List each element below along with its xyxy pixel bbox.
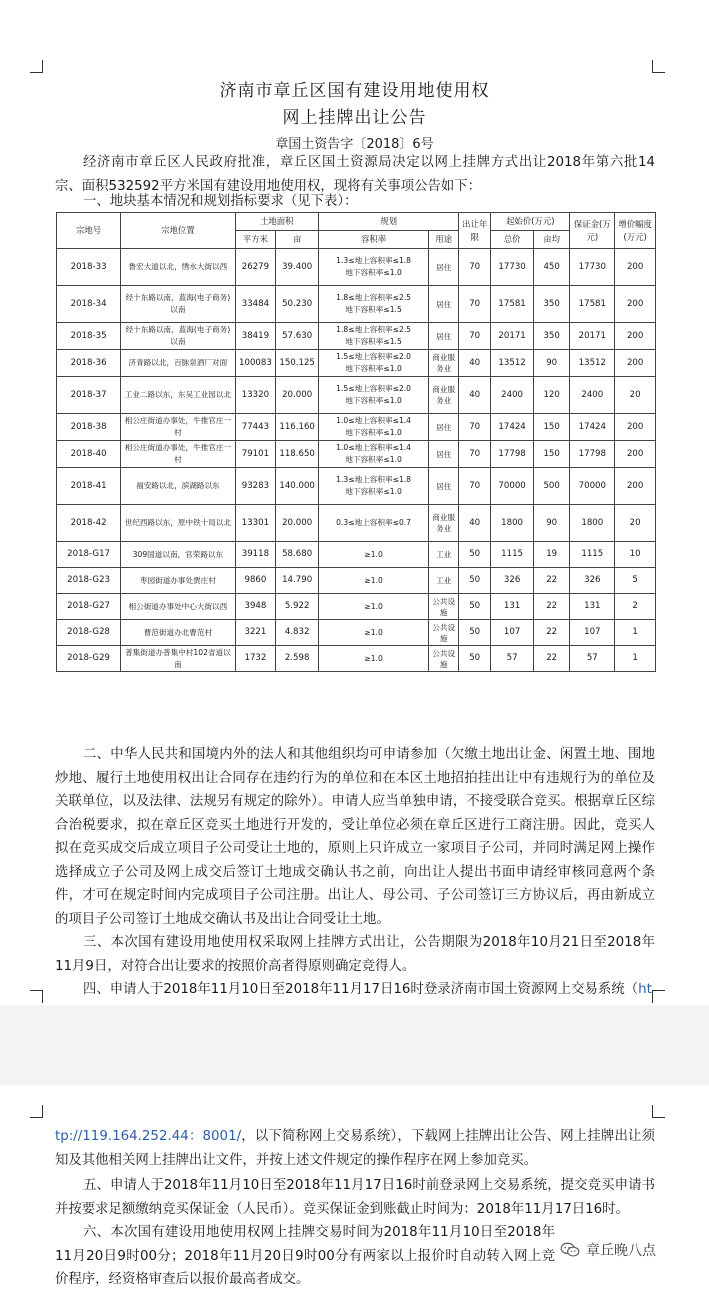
parcel-price-per-mu: 22 [533,568,569,594]
parcel-far [319,286,429,323]
parcel-deposit: 17730 [570,249,615,286]
parcel-area-sqm: 79101 [235,441,276,468]
parcel-area-mu: 150.125 [276,350,319,377]
parcel-code: 2018-G29 [57,646,121,672]
far-line: 地下容积率≤1.0 [345,428,402,437]
parcel-total-price: 70000 [491,468,534,505]
section5-paragraph: 五、申请人于2018年11月10日至2018年11月17日16时前登录网上交易系统，提交竞买申请书并按要求足额缴纳竞买保证金（人民币）。竞买保证金到账截止时间为：2018年11月17日16时。 [55,1178,655,1217]
parcel-area-mu: 14.790 [276,568,319,594]
parcel-location: 曹范街道办北曹范村 [121,620,235,646]
parcel-use: 居住 [429,286,459,323]
far-line: 地下容积率≤1.0 [345,364,402,373]
parcel-price-per-mu: 90 [533,350,569,377]
table-row [57,505,656,542]
parcel-total-price: 1800 [491,505,534,542]
parcel-area-sqm: 77443 [235,414,276,441]
parcel-total-price: 17798 [491,441,534,468]
crop-mark [30,60,43,73]
parcel-deposit: 17424 [570,414,615,441]
section2-paragraph: 二、中华人民共和国境内外的法人和其他组织均可申请参加（欠缴土地出让金、闲置土地、围地炒地、履行土地使用权出让合同存在违约行为的单位和在本区土地招拍挂出让中有违规行为的单位及关联单位，以及法律、法规另有规定的除外）。申请人应当单独申请，不接受联合竞买。根据章丘区综合治税要求，拟在章丘区竞买土地进行开发的，受让单位必须在章丘区进行工商注册。因此，竞买人拟在竞买成交后成立项目子公司受让土地的，原则上只许成立一家项目子公司，并同时满足网上操作选择成立子公司及网上成交后签订土地成交确认书之前，向出让人提出书面申请经审核同意两个条件，才可在规定时间内完成项目子公司注册。出让人、母公司、子公司签订三方协议后，再由新成立的项目子公司签订土地成交确认书及出让合同受让土地。 [55,747,655,927]
header-start-price: 起始价(万元) [491,213,570,231]
parcel-deposit: 70000 [570,468,615,505]
parcel-far [319,441,429,468]
parcel-use: 居住 [429,323,459,350]
table-row [57,594,656,620]
parcel-price-per-mu: 350 [533,286,569,323]
parcel-location: 世纪西路以东，原中铁十局以北 [121,505,235,542]
parcel-deposit: 1115 [570,542,615,568]
page-gap [0,1005,709,1085]
parcel-area-mu: 50.230 [276,286,319,323]
far-line: 1.5≤地上容积率≤2.0 [336,352,412,361]
parcel-term: 50 [459,594,491,620]
table-row [57,441,656,468]
parcel-location: 工业二路以东，东吴工业园以北 [121,377,235,414]
parcel-deposit: 326 [570,568,615,594]
parcel-area-mu: 39.400 [276,249,319,286]
section6-paragraph: 六、本次国有建设用地使用权网上挂牌交易时间为2018年11月10日至2018年11月20日9时00分；2018年11月20日9时00分有两家以上报价时自动转入网上竞价程序，经资格审查后以报价最高者成交。 [55,1225,555,1287]
parcel-area-mu: 118.650 [276,441,319,468]
parcel-increment: 20 [615,505,656,542]
parcel-price-per-mu: 450 [533,249,569,286]
parcel-price-per-mu: 500 [533,468,569,505]
parcel-use: 居住 [429,468,459,505]
parcel-term: 70 [459,414,491,441]
far-line: 地下容积率≤1.5 [345,305,402,314]
parcel-deposit: 107 [570,620,615,646]
parcel-deposit: 17581 [570,286,615,323]
parcel-far [319,468,429,505]
far-line: ≥1.0 [364,627,383,637]
parcel-area-mu: 2.598 [276,646,319,672]
parcel-total-price: 1115 [491,542,534,568]
far-line: ≥1.0 [364,653,383,663]
parcel-increment: 200 [615,286,656,323]
parcel-location: 相公庄街道办事处，牛推官庄一村 [121,414,235,441]
parcel-use: 商业服务业 [429,377,459,414]
parcel-use: 商业服务业 [429,505,459,542]
parcel-far [319,542,429,568]
header-use: 用途 [429,231,459,249]
parcel-location: 福安路以北，滨湖路以东 [121,468,235,505]
parcel-area-sqm: 93283 [235,468,276,505]
crop-mark [30,990,43,1003]
parcel-use: 工业 [429,568,459,594]
parcel-increment: 200 [615,468,656,505]
far-line: 地下容积率≤1.0 [345,455,402,464]
parcel-price-per-mu: 90 [533,505,569,542]
far-line: 地下容积率≤1.0 [345,396,402,405]
far-line: ≥1.0 [364,575,383,585]
parcel-price-per-mu: 22 [533,620,569,646]
parcel-term: 70 [459,441,491,468]
account-name: 章丘晚八点 [586,1243,656,1259]
header-land-area: 土地面积 [235,213,318,231]
far-line: 地下容积率≤1.0 [345,268,402,277]
parcel-deposit: 17798 [570,441,615,468]
parcel-increment: 2 [615,594,656,620]
parcel-location: 相公庄街道办事处，牛推官庄一村 [121,441,235,468]
parcel-area-sqm: 3221 [235,620,276,646]
section1-heading: 一、地块基本情况和规划指标要求（见下表）： [83,194,358,209]
table-row [57,542,656,568]
header-parcel-no: 宗地号 [57,213,121,249]
parcel-code: 2018-37 [57,377,121,414]
parcel-total-price: 326 [491,568,534,594]
parcel-area-sqm: 100083 [235,350,276,377]
parcel-term: 40 [459,505,491,542]
parcel-area-sqm: 13301 [235,505,276,542]
far-line: 地下容积率≤1.5 [345,337,402,346]
parcel-deposit: 20171 [570,323,615,350]
parcel-increment: 10 [615,542,656,568]
parcel-total-price: 17730 [491,249,534,286]
header-deposit: 保证金(万元) [570,213,615,249]
parcel-term: 50 [459,542,491,568]
table-row [57,568,656,594]
parcel-far [319,323,429,350]
far-line: 0.3≤地上容积率≤0.7 [336,518,412,527]
parcel-price-per-mu: 22 [533,646,569,672]
parcel-price-per-mu: 150 [533,441,569,468]
section4-continued-text: ，以下简称网上交易系统），下载网上挂牌出让公告、网上挂牌出让须知及其他相关网上挂牌出让文件，并按上述文件规定的操作程序在网上参加竞买。 [55,1129,655,1168]
parcel-area-sqm: 9860 [235,568,276,594]
table-row [57,286,656,323]
land-parcel-table [56,212,656,672]
parcel-term: 70 [459,468,491,505]
crop-mark [652,60,665,73]
parcel-location: 枣园街道办事处贾庄村 [121,568,235,594]
parcel-use: 公共设施 [429,646,459,672]
table-row [57,414,656,441]
header-location: 宗地位置 [121,213,235,249]
parcel-area-mu: 57.630 [276,323,319,350]
parcel-area-sqm: 13320 [235,377,276,414]
parcel-deposit: 1800 [570,505,615,542]
parcel-increment: 200 [615,414,656,441]
parcel-code: 2018-38 [57,414,121,441]
parcel-increment: 200 [615,441,656,468]
parcel-code: 2018-33 [57,249,121,286]
parcel-price-per-mu: 120 [533,377,569,414]
parcel-total-price: 2400 [491,377,534,414]
crop-mark [30,1105,43,1118]
parcel-area-sqm: 3948 [235,594,276,620]
parcel-far [319,350,429,377]
parcel-total-price: 107 [491,620,534,646]
header-planning: 规划 [319,213,459,231]
parcel-use: 居住 [429,414,459,441]
far-line: ≥1.0 [364,549,383,559]
parcel-code: 2018-G27 [57,594,121,620]
parcel-increment: 200 [615,323,656,350]
parcel-term: 50 [459,568,491,594]
far-line: 1.3≤地上容积率≤1.8 [336,256,412,265]
trading-system-url-link[interactable]: tp://119.164.252.44：8001/ [55,1129,242,1144]
parcel-use: 商业服务业 [429,350,459,377]
parcel-increment: 200 [615,350,656,377]
parcel-code: 2018-41 [57,468,121,505]
parcel-far [319,620,429,646]
parcel-total-price: 17581 [491,286,534,323]
parcel-area-mu: 58.680 [276,542,319,568]
intro-paragraph: 经济南市章丘区人民政府批准，章丘区国土资源局决定以网上挂牌方式出让2018年第六批14宗、面积532592平方米国有建设用地使用权，现将有关事项公告如下： [55,155,655,194]
parcel-use: 居住 [429,441,459,468]
parcel-increment: 200 [615,249,656,286]
parcel-total-price: 13512 [491,350,534,377]
table-row [57,620,656,646]
header-mu: 亩 [276,231,319,249]
parcel-far [319,505,429,542]
parcel-price-per-mu: 19 [533,542,569,568]
parcel-deposit: 131 [570,594,615,620]
parcel-term: 50 [459,620,491,646]
far-line: 1.8≤地上容积率≤2.5 [336,325,412,334]
far-line: 1.0≤地上容积率≤1.4 [336,443,412,452]
parcel-code: 2018-G17 [57,542,121,568]
page-title-line2: 网上挂牌出让公告 [282,108,427,128]
far-line: 地下容积率≤1.0 [345,487,402,496]
header-increment: 增价幅度(万元) [615,213,656,249]
parcel-location: 济青路以北，百脉泉酒厂对面 [121,350,235,377]
table-row [57,468,656,505]
far-line: 1.0≤地上容积率≤1.4 [336,416,412,425]
header-total: 总价 [491,231,534,249]
parcel-area-sqm: 1732 [235,646,276,672]
parcel-code: 2018-36 [57,350,121,377]
parcel-term: 50 [459,646,491,672]
parcel-total-price: 20171 [491,323,534,350]
parcel-area-mu: 4.832 [276,620,319,646]
header-sqm: 平方米 [235,231,276,249]
parcel-use: 工业 [429,542,459,568]
table-row [57,646,656,672]
section4-continued [55,1125,655,1172]
parcel-area-mu: 20.000 [276,505,319,542]
parcel-location: 309国道以南，官荣路以东 [121,542,235,568]
parcel-area-sqm: 39118 [235,542,276,568]
parcel-total-price: 57 [491,646,534,672]
parcel-increment: 1 [615,620,656,646]
parcel-area-mu: 116.160 [276,414,319,441]
section4-paragraph [55,978,655,1002]
document-number: 章国土资告字〔2018〕6号 [275,137,434,152]
far-line: ≥1.0 [364,601,383,611]
parcel-code: 2018-G23 [57,568,121,594]
parcel-use: 公共设施 [429,620,459,646]
parcel-price-per-mu: 350 [533,323,569,350]
parcel-increment: 5 [615,568,656,594]
parcel-code: 2018-G28 [57,620,121,646]
parcel-far [319,646,429,672]
parcel-far [319,594,429,620]
parcel-far [319,377,429,414]
parcel-code: 2018-42 [57,505,121,542]
parcel-far [319,568,429,594]
far-line: 1.5≤地上容积率≤2.0 [336,384,412,393]
parcel-deposit: 57 [570,646,615,672]
parcel-term: 70 [459,323,491,350]
crop-mark [652,1105,665,1118]
page-title-line1: 济南市章丘区国有建设用地使用权 [219,81,490,101]
parcel-area-sqm: 26279 [235,249,276,286]
parcel-area-mu: 20.000 [276,377,319,414]
parcel-area-sqm: 38419 [235,323,276,350]
parcel-location: 经十东路以南，蓝海(电子商务)以南 [121,286,235,323]
table-row [57,249,656,286]
parcel-rows [57,249,656,672]
far-line: 1.3≤地上容积率≤1.8 [336,475,412,484]
parcel-use: 公共设施 [429,594,459,620]
parcel-total-price: 131 [491,594,534,620]
parcel-deposit: 2400 [570,377,615,414]
parcel-far [319,414,429,441]
parcel-code: 2018-40 [57,441,121,468]
table-row [57,323,656,350]
parcel-increment: 20 [615,377,656,414]
header-per-mu: 亩均 [533,231,569,249]
parcel-price-per-mu: 150 [533,414,569,441]
crop-mark [652,990,665,1003]
parcel-price-per-mu: 22 [533,594,569,620]
table-row [57,377,656,414]
parcel-code: 2018-34 [57,286,121,323]
parcel-total-price: 17424 [491,414,534,441]
section3-paragraph: 三、本次国有建设用地使用权采取网上挂牌方式出让，公告期限为2018年10月21日至2018年11月9日，对符合出让要求的按照价高者得原则确定竞得人。 [55,935,655,974]
table-row [57,350,656,377]
parcel-increment: 1 [615,646,656,672]
parcel-location: 鲁宏大道以北，绣水大街以西 [121,249,235,286]
trading-system-link[interactable]: ht [638,982,652,997]
parcel-location: 普集街道办普集中村102省道以南 [121,646,235,672]
far-line: 1.8≤地上容积率≤2.5 [336,293,412,302]
parcel-location: 经十东路以南，蓝海(电子商务)以南 [121,323,235,350]
parcel-location: 相公街道办事处中心大街以西 [121,594,235,620]
parcel-area-mu: 5.922 [276,594,319,620]
section4-text: 四、申请人于2018年11月10日至2018年11月17日16时登录济南市国土资源网上交易系统（ [83,982,639,997]
header-far: 容积率 [319,231,429,249]
account-watermark [560,1240,656,1260]
parcel-deposit: 13512 [570,350,615,377]
parcel-area-sqm: 33484 [235,286,276,323]
parcel-term: 70 [459,249,491,286]
header-term: 出让年限 [459,213,491,249]
parcel-term: 70 [459,286,491,323]
parcel-term: 40 [459,350,491,377]
wechat-icon [560,1242,580,1258]
parcel-far [319,249,429,286]
parcel-use: 居住 [429,249,459,286]
parcel-term: 40 [459,377,491,414]
parcel-area-mu: 140.000 [276,468,319,505]
parcel-code: 2018-35 [57,323,121,350]
